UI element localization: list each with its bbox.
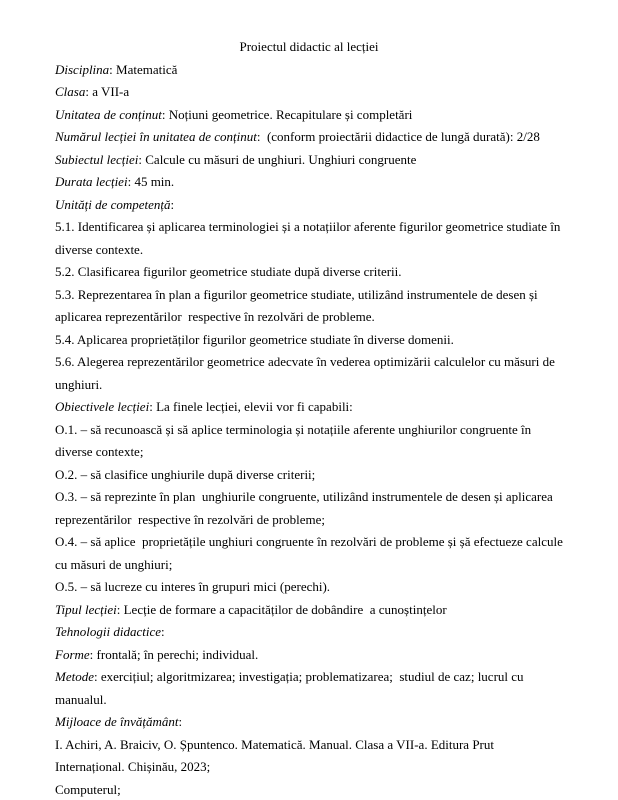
line-text: : xyxy=(170,196,175,212)
line-text: 5.6. Alegerea reprezentărilor geometrice adecvate în vederea optimizării calculelor cu măsuri de unghiuri. xyxy=(55,354,559,392)
document-title: Proiectul didactic al lecției xyxy=(239,39,379,54)
line-label: Clasa xyxy=(55,84,86,99)
line-label: Mijloace de învățământ xyxy=(55,714,179,729)
line-text: : 45 min. xyxy=(127,174,175,189)
doc-line-subiectul-lectiei xyxy=(55,149,563,172)
line-text: : a VII-a xyxy=(85,84,130,99)
doc-line-obiectiv-o-4 xyxy=(55,531,567,576)
doc-line-unitati-de-competenta xyxy=(55,194,563,217)
line-text: : Lecție de formare a capacităților de dobândire a cunoștințelor xyxy=(116,601,447,617)
doc-line-mijloace-de-invatamant xyxy=(55,711,563,734)
line-text: : Noțiuni geometrice. Recapitulare și completări xyxy=(161,106,413,122)
line-label: Metode xyxy=(55,669,94,684)
line-label: Tipul lecției xyxy=(55,601,117,617)
line-label: Forme xyxy=(55,646,90,662)
line-text: O.4. – să aplice proprietățile unghiuri congruente în rezolvări de probleme și șă efectueze calcule cu măsuri de unghiuri; xyxy=(55,534,567,572)
line-text: O.2. – să clasifice unghiurile după diverse criterii; xyxy=(55,466,316,482)
line-label: Subiectul lecției xyxy=(55,151,139,167)
doc-line-durata-lectiei xyxy=(55,171,563,194)
doc-line-forme xyxy=(55,644,563,667)
doc-line-computerul xyxy=(55,779,563,800)
doc-line-tehnologii-didactice xyxy=(55,621,563,644)
doc-line-competenta-5-3 xyxy=(55,284,563,329)
line-text: 5.2. Clasificarea figurilor geometrice studiate după diverse criterii. xyxy=(55,264,402,279)
line-label: Durata lecției xyxy=(55,174,128,189)
doc-line-obiectivele-lectiei xyxy=(55,396,563,419)
doc-line-competenta-5-4 xyxy=(55,329,563,352)
doc-line-obiectiv-o-5 xyxy=(55,576,563,599)
doc-line-obiectiv-o-1 xyxy=(55,419,563,464)
line-label: Unitatea de conținut xyxy=(55,106,162,122)
line-text: : (conform proiectării didactice de lungă durată): 2/28 xyxy=(256,129,540,144)
doc-line-numarul-lectiei xyxy=(55,126,563,149)
line-text: O.5. – să lucreze cu interes în grupuri mici (perechi). xyxy=(55,579,331,594)
line-text: : frontală; în perechi; individual. xyxy=(89,646,259,662)
line-label: Obiectivele lecției xyxy=(55,399,150,414)
doc-line-disciplina xyxy=(55,59,563,82)
doc-line-obiectiv-o-2 xyxy=(55,464,563,487)
doc-line-competenta-5-1 xyxy=(55,216,563,261)
line-label: Unități de competență xyxy=(55,196,171,212)
line-text: : Calcule cu măsuri de unghiuri. Unghiuri congruente xyxy=(138,151,417,167)
line-text: 5.4. Aplicarea proprietăților figurilor geometrice studiate în diverse domenii. xyxy=(55,331,454,347)
doc-line-tipul-lectiei xyxy=(55,599,563,622)
doc-line-metode xyxy=(55,666,563,711)
line-label: Disciplina xyxy=(55,61,110,77)
doc-line-clasa xyxy=(55,81,563,104)
line-label: Numărul lecției în unitatea de conținut xyxy=(55,129,257,144)
line-text: : Matematică xyxy=(109,61,178,77)
line-text: Computerul; xyxy=(55,781,121,797)
line-text: : exercițiul; algoritmizarea; investigația; problematizarea; studiul de caz; lucrul cu manualul. xyxy=(55,669,527,707)
line-text: I. Achiri, A. Braiciv, O. Șpuntenco. Matematică. Manual. Clasa a VII-a. Editura Prut Internațional. Chișinău, 2023; xyxy=(55,736,498,774)
line-text: : xyxy=(161,624,165,639)
line-text: O.3. – să reprezinte în plan unghiurile congruente, utilizând instrumentele de desen și aplicarea reprezentărilor respective în rezolvări de probleme; xyxy=(55,489,557,527)
line-text: : La finele lecției, elevii vor fi capabili: xyxy=(149,399,353,414)
doc-line-competenta-5-6 xyxy=(55,351,563,396)
line-text: 5.3. Reprezentarea în plan a figurilor geometrice studiate, utilizând instrumentele de desen și aplicarea reprezentărilor respective în rezolvări de probleme. xyxy=(55,286,541,324)
line-label: Tehnologii didactice xyxy=(55,624,162,639)
line-text: 5.1. Identificarea și aplicarea terminologiei și a notațiilor aferente figurilor geometrice studiate în diverse contexte. xyxy=(55,219,564,257)
doc-line-competenta-5-2 xyxy=(55,261,563,284)
line-text: : xyxy=(178,714,183,729)
doc-line-unitatea-de-continut xyxy=(55,104,563,127)
doc-line-obiectiv-o-3 xyxy=(55,486,563,531)
doc-line-bibliografie-manual xyxy=(55,734,563,779)
line-text: O.1. – să recunoască și să aplice terminologia și notațiile aferente unghiurilor congruente în diverse contexte; xyxy=(55,421,535,459)
